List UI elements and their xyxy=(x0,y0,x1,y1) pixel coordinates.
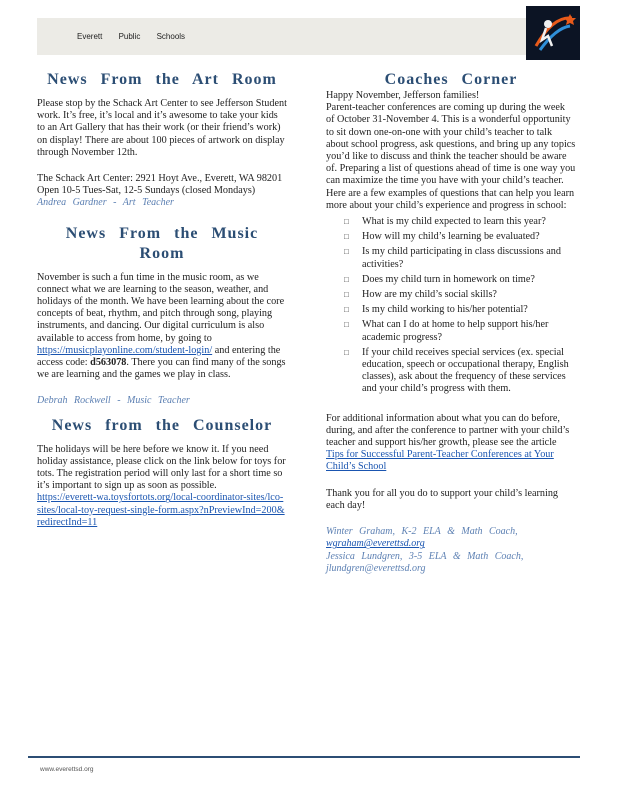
music-room-title: News From the Music Room xyxy=(65,224,259,262)
district-name: Everett Public Schools xyxy=(77,32,186,41)
toys-for-tots-link[interactable]: https://everett-wa.toysfortots.org/local-coordinator-sites/lco-sites/local-toy-request-single-form.aspx?nPreviewInd=200&redirectInd=11 xyxy=(37,492,285,528)
question-item: □ Does my child turn in homework on time? xyxy=(348,274,576,286)
conference-tips-link[interactable]: Tips for Successful Parent-Teacher Conferences at Your Child’s School xyxy=(326,449,554,473)
left-column xyxy=(37,70,287,529)
counselor-title: News from the Counselor xyxy=(51,416,273,434)
coaches-corner-title: Coaches Corner xyxy=(384,71,518,88)
question-item: □ Is my child participating in class discussions and activities? xyxy=(348,246,576,270)
art-center-address: The Schack Art Center: 2921 Hoyt Ave., Everett, WA 98201 xyxy=(37,173,283,185)
question-item: □ How are my child’s social skills? xyxy=(348,289,576,301)
question-item: □ What is my child expected to learn this year? xyxy=(348,216,576,228)
music-teacher-signature: Debrah Rockwell - Music Teacher xyxy=(37,395,190,407)
music-body-access: and entering the access code: xyxy=(37,344,281,369)
music-access-code: d563078 xyxy=(90,357,127,369)
district-logo-icon xyxy=(526,6,580,60)
coach-email-2[interactable]: jlundgren@everettsd.org xyxy=(326,562,426,574)
music-body-intro: November is such a fun time in the music room, as we connect what we are learning to the season, weather, and holidays of the month. We have been learning about the core concepts of beat, rhythm, and pitch through song, playing instruments, and dancing. Our digital curriculum is also available to access from home, by going to xyxy=(37,271,285,344)
question-item: □ What can I do at home to help support his/her academic progress? xyxy=(348,319,576,343)
art-room-title: News From the Art Room xyxy=(47,71,277,88)
thank-you-note: Thank you for all you do to support your child’s learning each day! xyxy=(326,487,559,511)
coaches-greeting: Happy November, Jefferson families! xyxy=(326,90,480,101)
coach-signature-2: Jessica Lundgren, 3-5 ELA & Math Coach, xyxy=(326,550,524,562)
art-center-hours: Open 10-5 Tues-Sat, 12-5 Sundays (closed Mondays) xyxy=(37,185,256,197)
music-curriculum-link[interactable]: https://musicplayonline.com/student-login/ xyxy=(37,344,213,356)
coach-email-1[interactable]: wgraham@everettsd.org xyxy=(326,538,425,550)
counselor-body: The holidays will be here before we know it. If you need holiday assistance, please click on the link below for toys for tots. The registration period will only last for a short time so it’s important to sign up as soon as possible. xyxy=(37,443,286,492)
footer-url: www.everettsd.org xyxy=(40,766,94,773)
question-list xyxy=(326,216,576,396)
music-room-body xyxy=(37,272,287,382)
music-body-closing: . There you can find many of the songs we are learning and the games we play in class. xyxy=(37,357,286,381)
question-item: □ Is my child working to his/her potential? xyxy=(348,304,576,316)
question-item: □ If your child receives special services (ex. special education, speech or occupational therapy, English classes), ask about the frequency of these services and your child’s progress with them. xyxy=(348,347,576,396)
art-teacher-signature: Andrea Gardner - Art Teacher xyxy=(37,197,174,209)
right-column xyxy=(326,70,576,575)
footer-divider xyxy=(28,756,580,758)
page-header xyxy=(37,18,580,55)
additional-info-text: For additional information about what you can do before, during, and after the conference to partner with your child’s teacher and support his/her growth, please see the article xyxy=(326,412,570,449)
question-item: □ How will my child’s learning be evaluated? xyxy=(348,231,576,243)
coach-signature-1: Winter Graham, K-2 ELA & Math Coach, xyxy=(326,526,518,538)
art-room-body: Please stop by the Schack Art Center to see Jefferson Student work. It’s free, it’s local and it’s awesome to take your kids to an Art Gallery that has their work (or their friend’s work) on display! There are about 100 pieces of artwork on display through November 12th. xyxy=(37,98,287,158)
additional-info xyxy=(326,413,576,474)
coaches-intro: Parent-teacher conferences are coming up during the week of October 31-November 4. This is a wonderful opportunity to sit down one-on-one with your child’s teacher to talk about school progress, ask questions, and bring up any topics you’d like to discuss and think the teacher should be aware of. Preparing a list of questions ahead of time is one way you can maximize the time you have with your child’s teacher. Here are a few examples of questions that can help you learn more about your child’s experience and progress in school: xyxy=(326,102,576,211)
